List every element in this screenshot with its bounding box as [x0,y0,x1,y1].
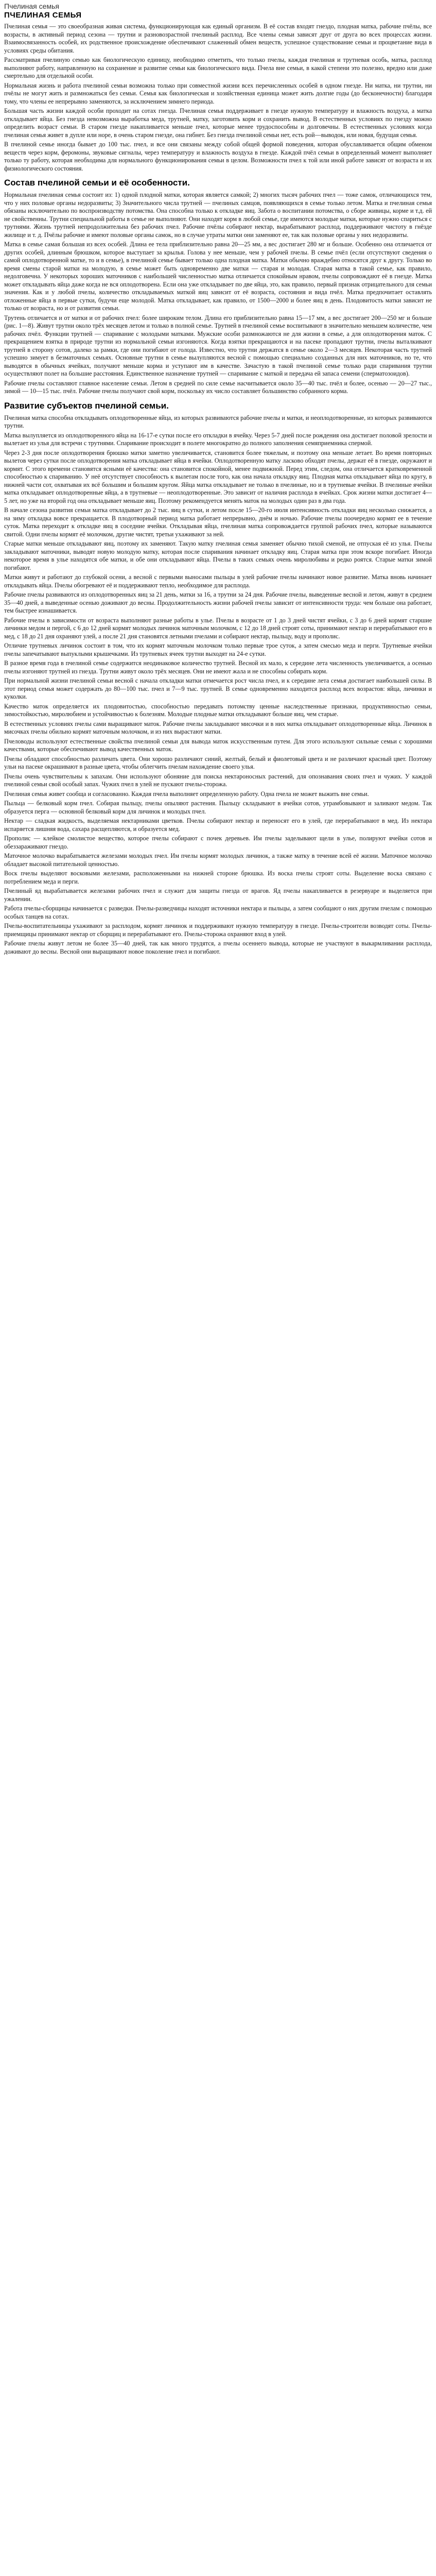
body-paragraph: Матка в семье самая большая из всех особей. Длина ее тела приблизительно равна 20—25 мм, а вес достигает 280 мг и больше. Особенно она отличается от других особей, длинным брюшком, которое выступает за крылья. Голова у нее меньше, чем у рабочей пчелы. В семье пчёл (если отсутствуют сведения о самой оплодотворенной матке, то и в семье), в пчелиной семье бывает только одна плодная матка. Матки обычно враждебно относятся друг к другу. Только во время смены старой матки на молодую, в семье может быть одновременно две матки — старая и молодая. Старая матка в такой семье, как правило, недолговечна. У некоторых хороших маточников с наибольшей численностью матка отличается спокойным нравом, пчелы сопровождают её в гнезде. Матка может откладывать яйца даже когда не вся оплодотворена. Если она уже откладывает по две яйца, это, как правило, первый признак отрицательного для семьи значения. Как и у любой пчелы, количество откладываемых маткой яиц зависит от её возраста, состояния и вида пчёл. Матка предпочитает оставлять отложенные яйца в первые сутки, будучи еще молодой. Матка откладывает, как правило, от 1500—2000 и более яиц в день. Плодовитость матки зависит не только от возраста, но и от развития семьи. [4,241,432,312]
body-paragraph: Нормальная жизнь и работа пчелиной семьи возможна только при совместной жизни всех перечисленных особей в одном гнезде. Ни матка, ни трутни, ни пчёлы не могут жить и размножаться без семьи. Семья как биологическая и хозяйственная единица может жить долгие годы (до бесконечности) благодаря тому, что члены ее непрерывно заменяются, за исключением зимнего периода. [4,81,432,105]
body-paragraph: В разное время года в пчелиной семье содержится неодинаковое количество трутней. Весной их мало, к середине лета численность увеличивается, а осенью пчелы изгоняют трутней из гнезда. Трутни живут около трёх месяцев. Они не имеют жала и не способны собирать корм. [4,659,432,675]
body-paragraph: Пчелиная семья — это своеобразная живая система, функционирующая как единый организм. В её состав входят гнездо, плодная матка, рабочие пчёлы, все возрасты, в активный период сезона — трутни и разновозрастной пчелиный расплод. Все члены семьи зависят друг от друга во всех процессах жизни. Взаимосвязанность особей, их родственное происхождение обеспечивают слаженный обмен веществ, успешное существование семьи и процветание вида в условиях среды обитания. [4,23,432,54]
body-paragraph: Пыльца — белковый корм пчел. Собирая пыльцу, пчелы опыляют растения. Пыльцу складывают в ячейки сотов, утрамбовывают и заливают медом. Так образуется перга — основной белковый корм для личинок и молодых пчел. [4,800,432,815]
body-paragraph: Рабочие пчелы развиваются из оплодотворенных яиц за 21 день, матки за 16, а трутни за 24 дня. Рабочие пчелы, выведенные весной и летом, живут в среднем 35—40 дней, а выведенные осенью доживают до весны. Продолжительность жизни рабочей пчелы зависит от интенсивности труда: чем больше она работает, тем быстрее изнашивается. [4,591,432,614]
body-paragraph: Через 2-3 дня после оплодотворения брюшко матки заметно увеличивается, становится более тяжелым, и поэтому она меньше летает. Во время повторных вылетов через сутки после оплодотворения матка откладывает яйца в ячейки. Оплодотворенную матку ласково обходят пчелы, держат её в гнезде, окружают и кормят. С этого времени становятся ясными её качества: она становится спокойной, менее подвижной. Перед этим, следом, она отличается кратковременной способностью к спариванию. У неё отсутствует способность к вылетам после того, как она начала откладку яиц. Плодная матка откладывает яйца по кругу, в нижней части сот, охватывая их всё большим и большим кругом. Яйца матка откладывает не только в пчелиные, но и в трутневые ячейки. В пчелиные ячейки матка откладывает оплодотворенные яйца, а в трутневые — неоплодотворенные. Это зависит от наличия расплода в ячейках. Срок жизни матки достигает 4—5 лет, но уже на второй год она откладывает меньше яиц. Поэтому рекомендуется менять маток на молодых один раз в два года. [4,449,432,504]
body-paragraph: Нормальная пчелиная семья состоит из: 1) одной плодной матки, которая является самкой; 2) многих тысяч рабочих пчел — тоже самок, отличающихся тем, что у них половые органы недоразвиты; 3) Значительного числа трутней — пчелиных самцов, появляющихся в семье только летом. Матка и пчелиная семья обязаны исключительно по воспроизводству потомства. Она способна только к откладке яиц. Забота о воспитании потомства, о сборе живицы, корме и т.д. ей не свойственны. Трутни специальной работы в семье не выполняют. Они находят корм в любой семье, где имеются молодые матки, которые нужно спариться с трутнями. Жизнь трутней непродолжительна без рабочих пчел. Рабочие пчёлы собирают нектар, вырабатывают расплод, поддерживают чистоту в гнёзде жилище и т. д. Пчёлы рабочие и имеют половые органы самок, но в случае утраты матки они заменяют ее, так как половые органы у них недоразвиты. [4,191,432,239]
body-paragraph: Пчелиный яд вырабатывается железами рабочих пчел и служит для защиты гнезда от врагов. Яд пчелы накапливается в резервуаре и выделяется при ужалении. [4,887,432,903]
breadcrumb: Пчелиная семья [4,2,59,10]
body-paragraph: Прополис — клейкое смолистое вещество, которое пчелы собирают с почек деревьев. Им пчелы заделывают щели в улье, полируют ячейки сотов и обеззараживают гнездо. [4,835,432,850]
body-paragraph: Пчелы-воспитательницы ухаживают за расплодом, кормят личинок и поддерживают нужную температуру в гнезде. Пчелы-строители возводят соты. Пчелы-приемщицы принимают нектар от сборщиц и перерабатывают его. Пчелы-сторожа охраняют вход в улей. [4,922,432,938]
body-paragraph: Пчеловоды используют естественные свойства пчелиной семьи для вывода маток искусственным путем. Для этого используют сильные семьи с хорошими качествами, которые обеспечивают вывод качественных маток. [4,737,432,753]
body-paragraph: Трутень отличается и от матки и от рабочих пчел: более широким телом. Длина его приблизительно равна 15—17 мм, а вес достигает 200—250 мг и больше (рис. 1—8). Живут трутни около трёх месяцев летом и только в полной семье. Трутней в пчелиной семье воспитывают в значительно меньшем количестве, чем рабочих пчёл. Функции трутней — спаривание с молодыми матками. Мужские особи размножаются не для жизни в семье, а для оплодотворения маток. С прекращением взятка в природе трутни из нормальной семьи изгоняются. Когда взятки прекращаются и на пасеке пропадают трутни, пчелы выталкивают трутней в сторону сотов, далеко за рамки, где они погибают от голода. Известно, что трутни держатся в семье около 2—3 месяцев. Некоторая часть трутней успешно зимует в безматочных семьях. Основные трутни в семье вылупляются весной с помощью специально созданных для них маточников, но те, что выводятся в обычных ячейках, получают меньше корма и уступают им в качестве. Зачастую в такой пчелиной семье только ради спаривания трутни осуществляют полет на большие расстояния. Единственное назначение трутней — спаривание с маткой и передача ей запаса семени (сперматозоидов). [4,314,432,377]
body-paragraph: Рассматривая пчелиную семью как биологическую единицу, необходимо отметить, что только пчелы, каждая пчелиная и трутневая особь, матка, расплод выполняют работу, направленную на сохранение и развитие семьи как биологического вида. Пчела вне семьи, в какой степени это полезно, вредно или даже смертельно для отдельной особи. [4,56,432,79]
body-paragraph: Работа пчелы-сборщицы начинается с разведки. Пчелы-разведчицы находят источники нектара и пыльцы, а затем сообщают о них другим пчелам с помощью особых танцев на сотах. [4,905,432,920]
document-section [4,178,432,396]
body-paragraph: Пчелы обладают способностью различать цвета. Они хорошо различают синий, желтый, белый и фиолетовый цвета и не различают красный цвет. Поэтому ульи на пасеке окрашивают в разные цвета, чтобы облегчить пчелам нахождение своего улья. [4,755,432,770]
body-paragraph: Старые матки меньше откладывают яиц, поэтому их заменяют. Такую матку пчелиная семья заменяет обычно тихой сменой, не отпуская её из улья. Пчелы закладывают маточники, выводят новую молодую матку, которая после спаривания начинает откладку яиц. Старая матка при этом вскоре погибает. Иногда некоторое время в улье находятся обе матки, и обе они откладывают яйца. Пчелы в таких семьях очень миролюбивы и редко роятся. Старые матки зимой погибают. [4,540,432,571]
body-paragraph: Качество маток определяется их плодовитостью, способностью передавать потомству ценные наследственные признаки, продуктивностью семьи, зимостойкостью, миролюбием и устойчивостью к болезням. Молодые плодные матки откладывают больше яиц, чем старые. [4,702,432,718]
body-paragraph: В естественных условиях пчелы сами выращивают маток. Рабочие пчелы закладывают мисочки и в них матка откладывает оплодотворенные яйца. Личинок в мисочках пчелы обильно кормят маточным молочком, и из них вырастают матки. [4,720,432,735]
body-paragraph: Воск пчелы выделяют восковыми железами, расположенными на нижней стороне брюшка. Из воска пчелы строят соты. Выделение воска связано с потреблением меда и перги. [4,870,432,885]
body-paragraph: Матка вылупляется из оплодотворенного яйца на 16-17-е сутки после его откладки в ячейку. Через 5-7 дней после рождения она достигает половой зрелости и вылетает из улья для встречи с трутнями. Спаривание происходит в полете многократно до полного заполнения семяприемника спермой. [4,431,432,447]
body-paragraph: Пчелиная матка способна откладывать оплодотворенные яйца, из которых развиваются рабочие пчелы и матки, и неоплодотворенные, из которых развиваются трутни. [4,414,432,429]
body-paragraph: Большая часть жизни каждой особи проходит на сотах гнезда. Пчелиная семья поддерживает в гнезде нужную температуру и влажность воздуха, а матка откладывает яйца. Без гнезда невозможна выработка меда, трутней, матку, заготовить корм и сохранить вывод. В естественных условиях по гнезду можно определить возраст семьи. В старом гнезде накапливается меньше пчел, которые менее трудоспособны и долговечны. В естественных условиях когда пчелиная семья живет в дупле или норе, в очень старом гнезде, она гибнет. Без гнезда пчелиной семьи нет, есть рой—выводок, или новая, будущая семья. [4,107,432,139]
document-page [0,0,436,964]
document-section [4,401,432,956]
body-paragraph: Матки живут и работают до глубокой осени, а весной с первыми выносами пыльцы в улей рабочие пчелы начинают новое развитие. Матка вновь начинает откладывать яйца. Пчелы обогревают её и поддерживают тепло, необходимое для расплода. [4,573,432,589]
body-paragraph: При нормальной жизни пчелиной семьи весной с начала откладки матки отмечается рост числа пчел, и к середине лета семья достигает наибольшей силы. В этот период семья может содержать до 80—100 тыс. пчел и 7—9 тыс. трутней. В семье одновременно находится расплод всех возрастов: яйца, личинки и куколки. [4,677,432,700]
body-paragraph: Пчелиная семья живет сообща и согласованно. Каждая пчела выполняет определенную работу. Одна пчела не может выжить вне семьи. [4,790,369,798]
body-paragraph: Рабочие пчелы в зависимости от возраста выполняют разные работы в улье. Пчелы в возрасте от 1 до 3 дней чистят ячейки, с 3 до 6 дней кормят старшие личинки медом и пергой, с 6 до 12 дней кормят молодых личинок маточным молочком, с 12 до 18 дней строят соты, принимают нектар и перерабатывают его в мед, с 18 до 21 дня охраняют улей, а после 21 дня становятся летными пчелами и собирают нектар, пыльцу, воду и прополис. [4,616,432,640]
body-paragraph: В пчелиной семье иногда бывает до 100 тыс. пчел, и все они связаны между собой общей формой поведения, которая обуславливается общим обменом веществ через корм, феромоны, звуковые сигналы, через температуру и влажность воздуха в гнезде. Каждой пчёл семьи в определенный момент выполняет только ту работу, которая необходима для нормального функционирования семьи в целом. Возможности пчел к той или иной работе зависят от возраста и их физиологического состояния. [4,141,432,172]
body-paragraph: В начале сезона развития семьи матка откладывает до 2 тыс. яиц в сутки, и летом после 15—20-го июля интенсивность откладки яиц несколько снижается, а на зиму откладка вовсе прекращается. В плодотворный период матка работает непрерывно, днём и ночью. Рабочие пчелы поочередно кормят ее в течение суток. Матка переходит к откладке яиц в соседние ячейки. Откладывая яйца, пчелиная матка сопровождается группой рабочих пчел, которые называются свитой. Одни пчелы кормят её молочком, другие чистят, третьи ухаживают за ней. [4,506,432,538]
body-paragraph: Нектар — сладкая жидкость, выделяемая нектарниками цветков. Пчелы собирают нектар и переносят его в улей, где перерабатывают в мед. Из нектара испаряется лишняя вода, сахара расщепляются, и образуется мед. [4,817,432,833]
document-body [4,23,432,956]
section-heading: Состав пчелиной семьи и её особенности. [4,178,190,188]
page-title: ПЧЕЛИНАЯ СЕМЬЯ [4,11,82,20]
body-paragraph: Маточное молочко вырабатывается железами молодых пчел. Им пчелы кормят молодых личинок, а также матку в течение всей её жизни. Маточное молочко обладает высокой питательной ценностью. [4,852,432,868]
body-paragraph: Рабочие пчелы живут летом не более 35—40 дней, так как много трудятся, а пчелы осеннего вывода, которые не участвуют в выкармливании расплода, доживают до весны. Весной они выращивают новое поколение пчел и погибают. [4,940,432,955]
document-section [4,23,432,173]
body-paragraph: Пчелы очень чувствительны к запахам. Они используют обоняние для поиска нектароносных растений, для опознавания своих пчел и чужих. У каждой пчелиной семьи свой особый запах. Чужих пчел в улей не пускают пчелы-сторожа. [4,772,432,788]
body-paragraph: Рабочие пчелы составляют главное население семьи. Летом в средней по силе семье насчитывается около 35—40 тыс. пчёл и более, осенью — 20—27 тыс., зимой — 10—15 тыс. пчёл. Рабочие пчелы получают свой корм, поскольку их число составляет большинство собранного корма. [4,379,432,395]
section-heading: Развитие субъектов пчелиной семьи. [4,400,169,411]
body-paragraph: Отличие трутневых личинок состоит в том, что их кормят маточным молочком только первые трое суток, а затем смесью меда и перги. Трутневые ячейки пчелы запечатывают выпуклыми крышечками. Из трутневых ячеек трутни выходят на 24-е сутки. [4,642,432,657]
